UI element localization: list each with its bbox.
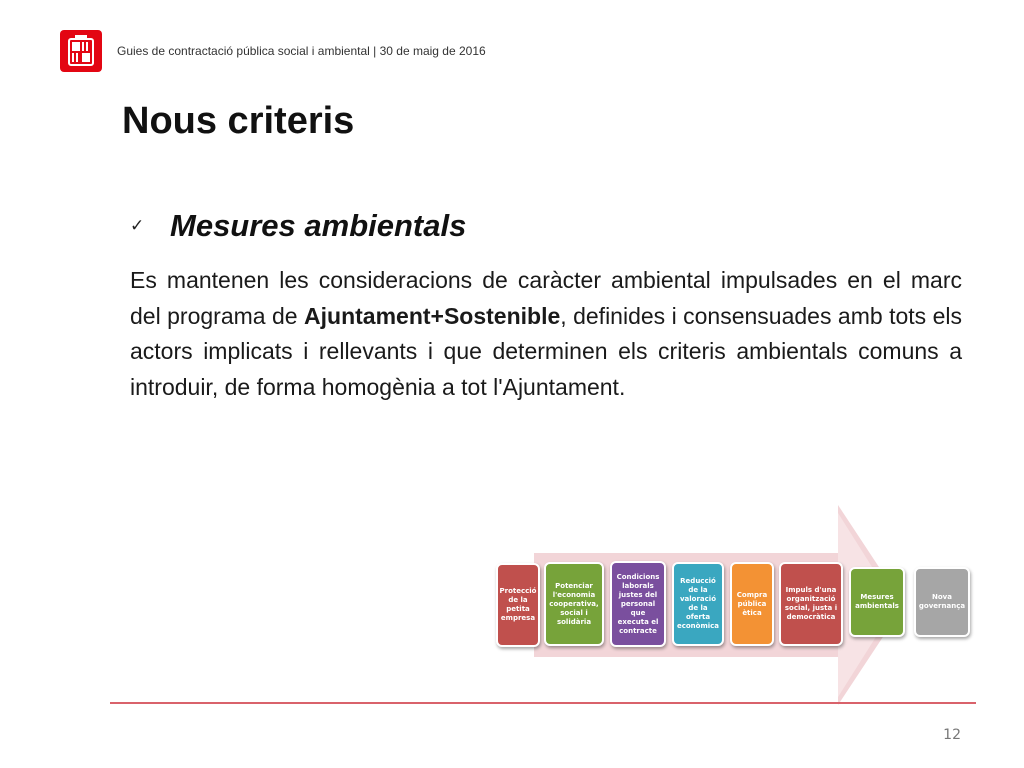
paragraph-text-start: Es mantenen les consideracions de caràcter ambiental impulsades en el marc del programa de [130,267,962,329]
criteria-box-label: Condicions laborals justes del personal que executa el contracte [616,572,660,635]
paragraph-bold-term: Ajuntament+Sostenible [304,302,561,329]
criteria-box [779,562,843,646]
footer-divider [110,702,976,704]
header-text: Guies de contractació pública social i ambiental | 30 de maig de 2016 [117,44,486,58]
criteria-box [730,562,774,646]
criteria-box [914,567,970,637]
barcelona-logo-icon [60,30,102,72]
criteria-box-label: Compra pública ètica [736,590,768,617]
page-number: 12 [943,727,961,743]
criteria-box [610,561,666,647]
criteria-box [544,562,604,646]
paragraph-text-end: , definides i consensuades amb tots els actors implicats i rellevants i que determinen els criteris ambientals comuns a introduir, de forma homogènia a tot l'Ajuntament. [130,302,962,400]
criteria-box-label: Reducció de la valoració de la oferta econòmica [676,577,720,630]
bullet-heading: Mesures ambientals [170,208,467,243]
criteria-box [849,567,905,637]
criteria-box [672,562,724,646]
criteria-box [496,563,540,647]
checkmark-icon: ✓ [130,216,145,235]
body-paragraph [130,263,962,405]
criteria-box-label: Protecció de la petita empresa [499,587,537,622]
criteria-arrow-diagram [494,505,966,710]
criteria-box-label: Nova governança [918,593,966,610]
criteria-box-label: Impuls d'una organització social, justa i democràtica [784,586,838,621]
criteria-box-label: Mesures ambientals [855,593,899,610]
criteria-box-label: Potenciar l'economia cooperativa, social i solidària [549,581,599,626]
page-title: Nous criteris [122,100,355,142]
bullet-item [130,206,466,246]
